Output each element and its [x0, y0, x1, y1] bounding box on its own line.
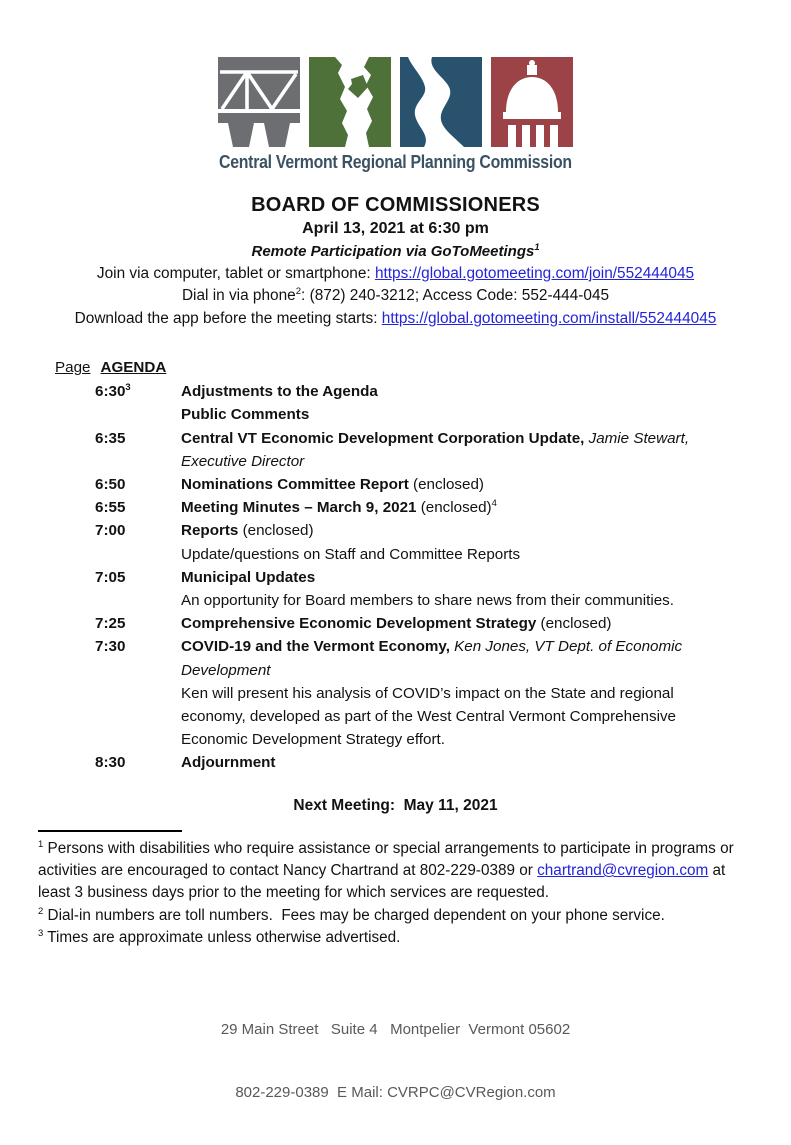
agenda-item [55, 473, 791, 496]
agenda-item [55, 682, 791, 752]
agenda-text: Municipal Updates [181, 568, 316, 586]
footnote-ref-3: 3 [125, 381, 131, 393]
agenda-time: 6:35 [95, 429, 126, 447]
agenda-item [55, 543, 791, 566]
agenda-time: 7:25 [95, 615, 126, 633]
capitol-dome-icon [491, 57, 573, 147]
agenda-heading: AGENDA [100, 359, 167, 377]
footnotes-section [38, 838, 757, 950]
page-column-label: Page [55, 359, 91, 377]
agenda-time: 7:30 [95, 638, 126, 656]
agenda-item [55, 589, 791, 612]
footnote-3: $^3$ Times are approximate unless otherwise advertised. [38, 928, 401, 947]
next-meeting-line: Next Meeting: May 11, 2021 [293, 796, 498, 814]
agenda-section [55, 356, 791, 774]
footnote-1: $^1$ Persons with disabilities who require assistance or special arrangements to participate in programs or activities are encouraged to contact Nancy Chartrand at 802-229-0389 or chartrand@cvregion.com at least 3 business days prior to the meeting for which services are requested. [38, 838, 738, 902]
agenda-time: 7:05 [95, 568, 126, 586]
join-line: Join via computer, tablet or smartphone: https://global.gotomeeting.com/join/552444045 [96, 265, 695, 282]
footer-address: 29 Main Street Suite 4 Montpelier Vermont 05602 [220, 1020, 571, 1038]
org-footer [0, 977, 791, 1145]
chartrand-email-link[interactable]: chartrand@cvregion.com [537, 862, 709, 880]
agenda-text: Adjournment [181, 754, 276, 772]
agenda-text: Reports (enclosed) [181, 522, 314, 540]
remote-participation-line: Remote Participation via GoToMeetings$^1$ [251, 242, 540, 260]
agenda-item [55, 566, 791, 589]
agenda-item [55, 751, 791, 774]
river-icon [400, 57, 482, 147]
footer-contact: 802-229-0389 E Mail: CVRPC@CVRegion.com [235, 1083, 556, 1101]
agenda-text: Central VT Economic Development Corporation Update, Jamie Stewart, Executive Director [181, 429, 694, 470]
agenda-text: Adjustments to the Agenda [181, 383, 378, 401]
meeting-datetime: April 13, 2021 at 6:30 pm [302, 220, 489, 237]
agenda-time [95, 682, 181, 752]
agenda-text: Nominations Committee Report (enclosed) [181, 476, 484, 494]
download-line: Download the app before the meeting starts: https://global.gotomeeting.com/install/552444045 [74, 309, 717, 327]
org-name [0, 152, 791, 172]
agenda-time [95, 403, 181, 426]
footnote-ref-4: 4 [491, 497, 497, 509]
agenda-text: Ken will present his analysis of COVID’s impact on the State and regional economy, developed as part of the West Central Vermont Comprehensive Economic Development Strategy effort. [181, 684, 681, 749]
footnote-ref-1: 1 [534, 242, 540, 252]
page-title: BOARD OF COMMISSIONERS [251, 194, 540, 216]
cvrpc-logo [0, 0, 791, 147]
agenda-item [55, 635, 791, 681]
agenda-text: Public Comments [181, 406, 310, 424]
agenda-text: An opportunity for Board members to share news from their communities. [181, 592, 674, 610]
agenda-item [55, 519, 791, 542]
agenda-item [55, 403, 791, 426]
agenda-time: 6:55 [95, 499, 126, 517]
org-name-text: Central Vermont Regional Planning Commission [219, 152, 572, 172]
agenda-item [55, 380, 791, 403]
agenda-time: 8:30 [95, 754, 126, 772]
footnote-separator [38, 830, 182, 832]
agenda-text: Update/questions on Staff and Committee Reports [181, 545, 521, 563]
agenda-header [55, 356, 791, 379]
footnote-ref-2: 2 [295, 286, 302, 298]
install-app-link[interactable]: https://global.gotomeeting.com/install/552444045 [381, 309, 717, 327]
agenda-time: 6:50 [95, 476, 126, 494]
bridge-icon [218, 57, 300, 147]
agenda-time [95, 543, 181, 566]
agenda-text: Comprehensive Economic Development Strategy (enclosed) [181, 615, 612, 633]
agenda-time: 7:00 [95, 522, 126, 540]
footnote-2: $^2$ Dial-in numbers are toll numbers. Fees may be charged dependent on your phone service. [38, 905, 665, 924]
agenda-text: Meeting Minutes – March 9, 2021 (enclosed)$^4$ [181, 497, 497, 517]
agenda-time [95, 589, 181, 612]
agenda-text: COVID-19 and the Vermont Economy, Ken Jones, VT Dept. of Economic Development [181, 638, 687, 679]
agenda-time: $6:30^3$ [95, 381, 131, 401]
join-meeting-link[interactable]: https://global.gotomeeting.com/join/552444045 [374, 265, 695, 282]
vermont-map-icon [309, 57, 391, 147]
agenda-item [55, 427, 791, 473]
agenda-item [55, 612, 791, 635]
dial-line: Dial in via phone$^2$: (872) 240-3212; Access Code: 552-444-045 [181, 286, 610, 305]
agenda-item [55, 496, 791, 519]
